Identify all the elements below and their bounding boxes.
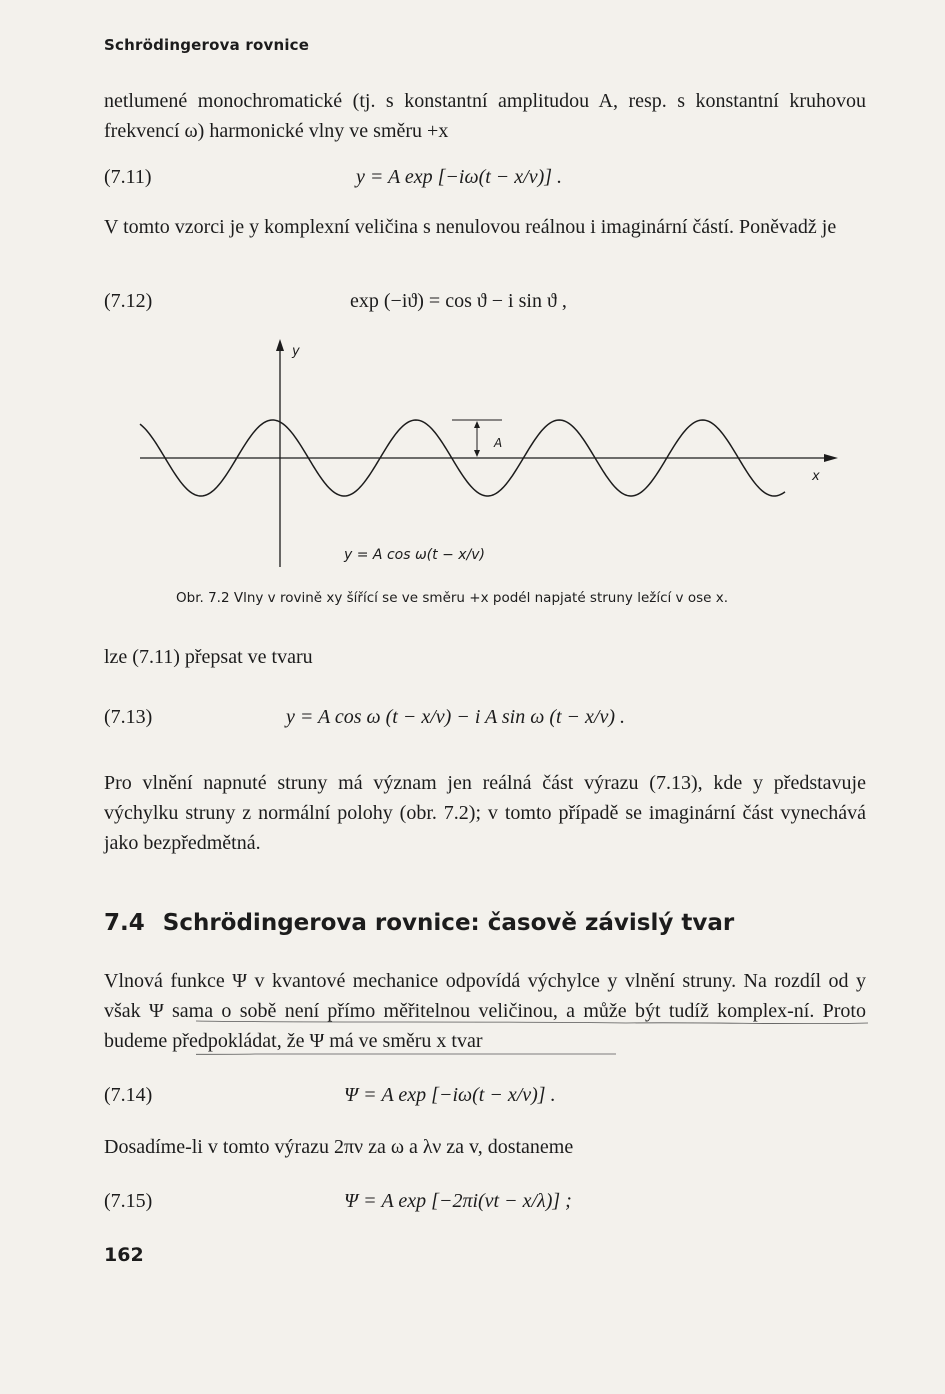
amplitude-arrow-up-icon — [474, 421, 480, 428]
pencil-underline — [196, 1020, 868, 1060]
figure-caption: Obr. 7.2 Vlny v rovině xy šířící se ve směru +x podél napjaté struny ležící v ose x. — [176, 590, 729, 606]
amplitude-arrow-down-icon — [474, 450, 480, 457]
section-number: 7.4 — [104, 910, 145, 936]
section-title: Schrödingerova rovnice: časově závislý tvar — [162, 910, 735, 936]
section-heading — [104, 910, 734, 936]
paragraph-1: netlumené monochromatické (tj. s konstantní amplitudou A, resp. s konstantní kruhovou frekvencí ω) harmonické vlny ve směru +x — [104, 90, 866, 142]
paragraph-2: V tomto vzorci je y komplexní veličina s nenulovou reálnou i imaginární částí. Poněvadž je — [104, 216, 837, 238]
equation-7-14: Ψ = A exp [−iω(t − x/v)] . — [344, 1084, 556, 1106]
amplitude-label: A — [494, 436, 503, 450]
equation-number-7-15: (7.15) — [104, 1190, 153, 1212]
page-number: 162 — [104, 1244, 144, 1266]
y-axis-label: y — [292, 344, 300, 359]
paragraph-5: Vlnová funkce Ψ v kvantové mechanice odpovídá výchylce y vlnění struny. Na rozdíl od y však Ψ sama o sobě není přímo měřitelnou veličinou, a může být tudíž komplex-ní. Proto budeme předpokládat, že Ψ má ve směru x tvar — [104, 970, 866, 1052]
equation-number-7-12: (7.12) — [104, 290, 153, 312]
paragraph-4: Pro vlnění napnuté struny má význam jen reálná část výrazu (7.13), kde y představuje výchylku struny z normální polohy (obr. 7.2); v tomto případě se imaginární část vynechává jako bezpředmětná. — [104, 772, 866, 854]
wave-figure — [130, 335, 850, 585]
equation-number-7-13: (7.13) — [104, 706, 153, 728]
paragraph-6: Dosadíme-li v tomto výrazu 2πν za ω a λν za v, dostaneme — [104, 1136, 574, 1158]
y-axis-arrow-icon — [276, 339, 284, 351]
equation-number-7-14: (7.14) — [104, 1084, 153, 1106]
equation-7-11: y = A exp [−iω(t − x/v)] . — [356, 166, 563, 188]
x-axis-label: x — [812, 469, 820, 484]
paragraph-3: lze (7.11) přepsat ve tvaru — [104, 646, 313, 668]
equation-7-15: Ψ = A exp [−2πi(νt − x/λ)] ; — [344, 1190, 572, 1212]
equation-7-12: exp (−iϑ) = cos ϑ − i sin ϑ , — [350, 290, 567, 312]
equation-7-13: y = A cos ω (t − x/v) − i A sin ω (t − x/v) . — [286, 706, 626, 728]
x-axis-arrow-icon — [824, 454, 838, 462]
running-title: Schrödingerova rovnice — [104, 36, 310, 54]
figure-formula: y = A cos ω(t − x/v) — [344, 547, 486, 563]
equation-number-7-11: (7.11) — [104, 166, 152, 188]
